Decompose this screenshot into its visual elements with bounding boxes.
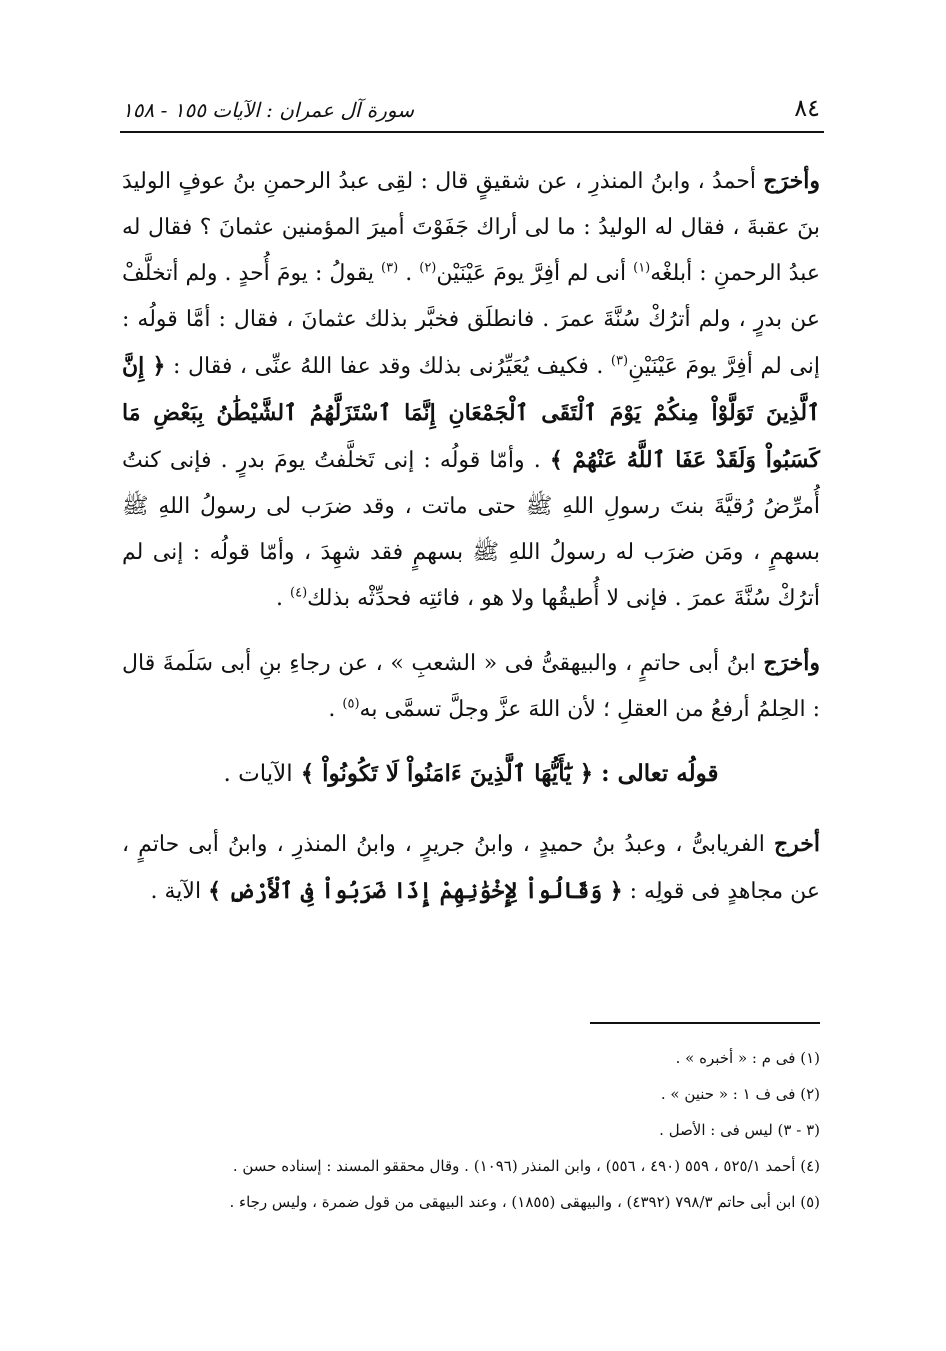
page-number: ٨٤ — [794, 94, 820, 122]
heading-label: قولُه تعالى : — [601, 760, 719, 787]
paragraph-lead: أخرج — [773, 831, 820, 857]
paragraph-end: . — [328, 697, 336, 722]
footnote-2: (٢) فى ف ١ : « حنين » . — [660, 1085, 820, 1103]
paragraph-text: الفريابىُّ ، وعبدُ بنُ حميدٍ ، وابنُ جريرٍ ، وابنُ المنذرِ ، وابنُ أبى حاتمٍ ، عن مجاهدٍ فى قولِه : — [122, 832, 820, 904]
paragraph-3 — [122, 821, 820, 915]
footnote-rule — [590, 1022, 820, 1024]
paragraph-text: . وأمّا قولُه : إنى تَخلَّفتُ يومَ بدرٍ . فإنى كنتُ أُمرِّضُ رُقيَّةَ بنتَ رسولِ اللهِ ﷺ حتى ماتت ، وقد ضرَب لى رسولُ اللهِ ﷺ بسهمٍ ، ومَن ضرَب له رسولُ اللهِ ﷺ بسهمٍ فقد شهِدَ ، وأمّا قولُه : إنى لم أترُكْ سُنَّةَ عمرَ . فإنى لا أُطيقُها ولا هو ، فائتِه فحدِّثْه بذلك — [122, 448, 820, 611]
footnote-3: (٣ - ٣) ليس فى : الأصل . — [659, 1121, 820, 1139]
paragraph-text: ابنُ أبى حاتمٍ ، والبيهقىُّ فى « الشعبِ » ، عن رجاءِ بنِ أبى سَلَمةَ قال : الحِلمُ أرفعُ من العقلِ ؛ لأن اللهَ عزَّ وجلَّ تسمَّى به — [122, 651, 820, 722]
quran-verse: ﴿ يَٰٓأَيُّهَا ٱلَّذِينَ ءَامَنُواْ لَا تَكُونُواْ ﴾ — [300, 760, 594, 787]
footnote-1: (١) فى م : « أخبره » . — [675, 1049, 820, 1067]
paragraph-text: . فكيف يُعَيِّرُنى بذلك وقد عفا اللهُ عنِّى ، فقال : — [173, 354, 604, 379]
footnote-4: (٤) أحمد ٥٢٥/١ ، ٥٥٩ (٤٩٠ ، ٥٥٦) ، وابن المنذر (١٠٩٦) . وقال محققو المسند : إسناده حسن . — [232, 1157, 820, 1175]
paragraph-text: يقولُ : يومَ أُحدٍ . ولم أتخلَّفْ عن بدرٍ ، ولم أترُكْ سُنَّةَ عمرَ . فانطلَق فخبَّر بذلك عثمانَ ، فقال : أمَّا قولُه : إنى لم أفِرَّ يومَ عَيْنَيْنِ — [122, 261, 820, 379]
paragraph-lead: وأخرَج — [763, 168, 820, 194]
paragraph-text: أنى لم أفِرَّ يومَ عَيْنَيْن — [436, 261, 627, 286]
footnote-5: (٥) ابن أبى حاتم ٧٩٨/٣ (٤٣٩٢) ، والبيهقى (١٨٥٥) ، وعند البيهقى من قول ضمرة ، وليس رجاء . — [229, 1193, 820, 1211]
footnote-ref: (٣) — [610, 353, 629, 369]
paragraph-lead: وأخرَج — [763, 650, 820, 676]
main-text — [122, 158, 820, 933]
paragraph-end: . — [276, 586, 284, 611]
footnote-ref: (٢) — [419, 260, 437, 276]
paragraph-text: . — [398, 261, 413, 286]
running-title: سورة آل عمران : الآيات ١٥٥ - ١٥٨ — [122, 98, 415, 122]
paragraph-1 — [122, 158, 820, 622]
heading-tail: الآيات . — [223, 761, 293, 787]
paragraph-2 — [122, 640, 820, 733]
footnote-ref: (٥) — [342, 696, 360, 712]
footnote-ref: (١) — [633, 260, 651, 276]
paragraph-text: أحمدُ ، وابنُ المنذرِ ، عن شقيقٍ قال : لقِى عبدُ الرحمنِ بنُ عوفٍ الوليدَ بنَ عقبةَ ، فقال له الوليدُ : ما لى أراك جَفَوْتَ أميرَ المؤمنين عثمانَ ؟ فقال له عبدُ الرحمنِ : أبلغْه — [122, 169, 821, 286]
page-header — [122, 82, 820, 122]
quran-verse: ﴿ وَقَالُواْ لِإِخْوَٰنِهِمْ إِذَا ضَرَبُواْ فِى ٱلْأَرْضِ ﴾ — [208, 878, 623, 904]
footnote-ref: (٤) — [290, 585, 308, 601]
header-rule — [120, 131, 824, 133]
footnote-ref: (٣) — [381, 260, 399, 276]
verse-heading — [122, 751, 820, 797]
footnotes — [122, 1040, 820, 1220]
quran-verse: ﴿ إِنَّ ٱلَّذِينَ تَوَلَّوْاْ مِنكُمْ يَوْمَ ٱلْتَقَى ٱلْجَمْعَانِ إِنَّمَا ٱسْتَزَلَّهُمُ ٱلشَّيْطَٰنُ بِبَعْضِ مَا كَسَبُواْ وَلَقَدْ عَفَا ٱللَّهُ عَنْهُمْ ﴾ — [122, 353, 820, 473]
paragraph-end: الآية . — [150, 879, 202, 904]
